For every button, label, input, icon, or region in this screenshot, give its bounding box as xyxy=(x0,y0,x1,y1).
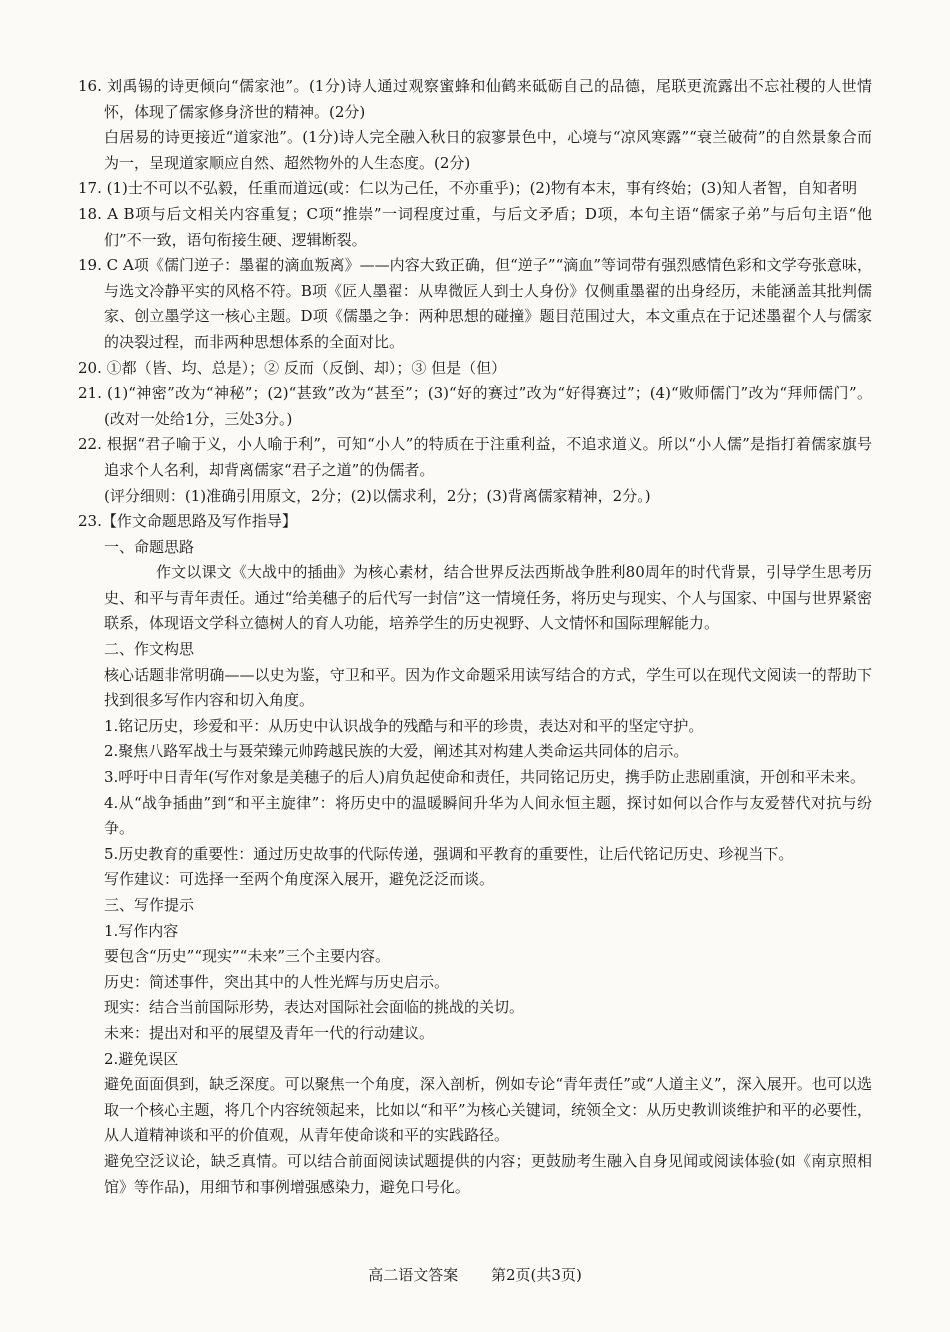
section-heading-1: 一、命题思路 xyxy=(104,537,195,556)
answer-q22-rubric: (评分细则：(1)准确引用原文，2分；(2)以儒求利，2分；(3)背离儒家精神，2分。) xyxy=(104,486,651,505)
section-heading-2: 二、作文构思 xyxy=(104,640,195,659)
answer-q16-liu: 16. 刘禹锡的诗更倾向“儒家池”。(1分)诗人通过观察蜜蜂和仙鹤来砥砺自己的品德，尾联更流露出不忘社稷的人世情怀，体现了儒家修身济世的精神。(2分) xyxy=(78,77,872,121)
section-2-point-4: 4.从“战争插曲”到“和平主旋律”：将历史中的温暖瞬间升华为人间永恒主题，探讨如何以合作与友爱替代对抗与纷争。 xyxy=(104,793,872,838)
section-3-content-future: 未来：提出对和平的展望及青年一代的行动建议。 xyxy=(104,1023,435,1042)
page-footer xyxy=(0,1264,950,1285)
section-3-content-present: 现实：结合当前国际形势，表达对国际社会面临的挑战的关切。 xyxy=(104,998,525,1017)
section-2-point-1: 1.铭记历史，珍爱和平：从历史中认识战争的残酷与和平的珍贵，表达对和平的坚定守护。 xyxy=(104,716,704,735)
section-3-subheading-1: 1.写作内容 xyxy=(104,921,179,940)
answer-q21: 21. (1)“神密”改为“神秘”；(2)“甚致”改为“甚至”；(3)“好的赛过”改为“好得赛过”；(4)“败师儒门”改为“拜师儒门”。(改对一处给1分，三处3分。) xyxy=(78,384,873,428)
footer-title: 高二语文答案 xyxy=(368,1266,459,1284)
section-heading-3: 三、写作提示 xyxy=(104,896,195,914)
section-2-point-2: 2.聚焦八路军战士与聂荣臻元帅跨越民族的大爱，阐述其对构建人类命运共同体的启示。 xyxy=(104,742,689,761)
answer-q22: 22. 根据“君子喻于义，小人喻于利”，可知“小人”的特质在于注重利益，不追求道义。所以“小人儒”是指打着儒家旗号追求个人名利，却背离儒家“君子之道”的伪儒者。 xyxy=(78,435,872,479)
answer-q20: 20. ①都（皆、均、总是）；② 反而（反倒、却）；③ 但是（但） xyxy=(78,358,507,377)
section-2-suggestion: 写作建议：可选择一至两个角度深入展开，避免泛泛而谈。 xyxy=(104,870,495,889)
section-3-content-history: 历史：简述事件，突出其中的人性光辉与历史启示。 xyxy=(104,972,450,991)
answer-q18: 18. A B项与后文相关内容重复；C项“推崇”一词程度过重，与后文矛盾；D项，本句主语“儒家子弟”与后句主语“他们”不一致，语句衔接生硬、逻辑断裂。 xyxy=(78,204,872,249)
section-3-subheading-2: 2.避免误区 xyxy=(104,1049,179,1068)
answer-q23-heading: 23.【作文命题思路及写作指导】 xyxy=(78,512,297,531)
answer-content xyxy=(78,74,872,1200)
section-2-paragraph: 核心话题非常明确——以史为鉴，守卫和平。因为作文命题采用读写结合的方式，学生可以在现代文阅读一的帮助下找到很多写作内容和切入角度。 xyxy=(104,665,872,710)
footer-page-number: 第2页(共3页) xyxy=(491,1266,582,1284)
section-1-paragraph: 作文以课文《大战中的插曲》为核心素材，结合世界反法西斯战争胜利80周年的时代背景，引导学生思考历史、和平与青年责任。通过“给美穗子的后代写一封信”这一情境任务，将历史与现实、个人与国家、中国与世界紧密联系，体现语文学科立德树人的育人功能，培养学生的历史视野、人文情怀和国际理解能力。 xyxy=(104,563,872,633)
section-3-pitfall-1: 避免面面俱到，缺乏深度。可以聚焦一个角度，深入剖析，例如专论“青年责任”或“人道主义”，深入展开。也可以选取一个核心主题，将几个内容统领起来，比如以“和平”为核心关键词，统领全文：从历史教训谈维护和平的必要性，从人道精神谈和平的价值观，从青年使命谈和平的实践路径。 xyxy=(104,1075,872,1145)
section-3-content-line-1: 要包含“历史”“现实”“未来”三个主要内容。 xyxy=(104,947,391,966)
answer-q19: 19. C A项《儒门逆子：墨翟的滴血叛离》——内容大致正确，但“逆子”“滴血”等词带有强烈感情色彩和文学夸张意味，与选文冷静平实的风格不符。B项《匠人墨翟：从卑微匠人到士人身份》仅侧重墨翟的出身经历，未能涵盖其批判儒家、创立墨学这一核心主题。D项《儒墨之争：两种思想的碰撞》题目范围过大，本文重点在于记述墨翟个人与儒家的决裂过程，而非两种思想体系的全面对比。 xyxy=(78,256,872,351)
answer-q17: 17. (1)士不可以不弘毅，任重而道远(或：仁以为己任，不亦重乎)；(2)物有本末，事有终始；(3)知人者智，自知者明 xyxy=(78,179,858,198)
section-3-pitfall-2: 避免空泛议论，缺乏真情。可以结合前面阅读试题提供的内容；更鼓励考生融入自身见闻或阅读体验(如《南京照相馆》等作品)，用细节和事例增强感染力，避免口号化。 xyxy=(104,1151,872,1196)
answer-q16-bai: 白居易的诗更接近“道家池”。(1分)诗人完全融入秋日的寂寥景色中，心境与“凉风寒露”“衰兰破荷”的自然景象合而为一，呈现道家顺应自然、超然物外的人生态度。(2分) xyxy=(104,128,872,172)
section-2-point-3: 3.呼吁中日青年(写作对象是美穗子的后人)肩负起使命和责任，共同铭记历史，携手防止悲剧重演，开创和平未来。 xyxy=(104,768,866,787)
section-2-point-5: 5.历史教育的重要性：通过历史故事的代际传递，强调和平教育的重要性，让后代铭记历史、珍视当下。 xyxy=(104,844,794,863)
